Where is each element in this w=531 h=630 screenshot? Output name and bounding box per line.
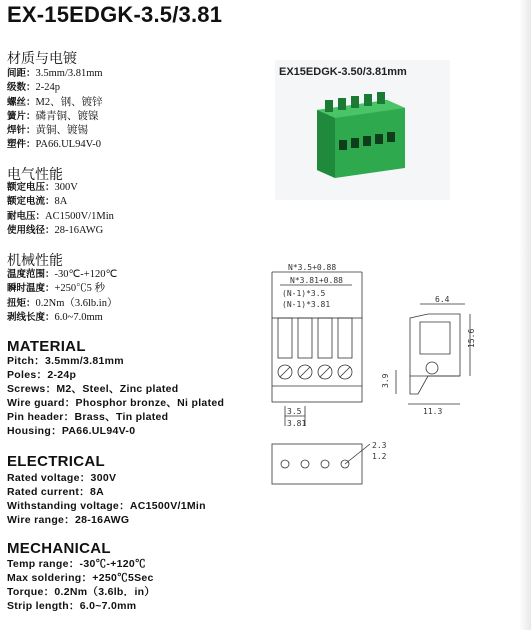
cn-mechanical-heading: 机械性能 bbox=[7, 253, 63, 269]
spec-row: Temp range：-30℃-+120℃ bbox=[7, 558, 146, 570]
cn-electrical-heading: 电气性能 bbox=[7, 167, 63, 183]
en-mechanical-heading: MECHANICAL bbox=[7, 540, 111, 557]
spec-row bbox=[7, 268, 117, 282]
spec-value: 28-16AWG bbox=[54, 224, 104, 236]
spec-row bbox=[7, 210, 114, 224]
page-title: EX-15EDGK-3.5/3.81 bbox=[7, 2, 223, 27]
cn-mechanical-list bbox=[7, 268, 117, 325]
en-material-list bbox=[7, 354, 224, 438]
spec-key: 螺丝： bbox=[7, 96, 36, 108]
spec-row bbox=[7, 96, 103, 110]
cn-material-list bbox=[7, 67, 103, 153]
spec-value: 8A bbox=[54, 196, 68, 208]
spec-row: Housing：PA66.UL94V-0 bbox=[7, 425, 136, 437]
cn-material-heading: 材质与电镀 bbox=[7, 51, 77, 67]
spec-row bbox=[7, 124, 103, 138]
spec-value: +250℃5 秒 bbox=[54, 283, 106, 295]
spec-key: 额定电流： bbox=[7, 196, 55, 208]
spec-row bbox=[7, 311, 117, 325]
dim-pitch2: 3.81 bbox=[287, 419, 307, 428]
spec-row bbox=[7, 195, 114, 209]
spec-row: Wire guard：Phosphor bronze、Ni plated bbox=[7, 397, 225, 409]
dim-side-w: 6.4 bbox=[435, 295, 450, 304]
spec-row: Pin header：Brass、Tin plated bbox=[7, 411, 169, 423]
spec-key: 耐电压： bbox=[7, 210, 46, 222]
spec-key: 间距： bbox=[7, 68, 36, 79]
technical-drawing bbox=[260, 258, 531, 498]
spec-row bbox=[7, 110, 103, 124]
spec-row bbox=[7, 297, 117, 311]
cn-electrical-list bbox=[7, 181, 114, 238]
spec-row bbox=[7, 138, 103, 152]
en-material-heading: MATERIAL bbox=[7, 338, 86, 355]
spec-row: Strip length：6.0~7.0mm bbox=[7, 600, 137, 612]
spec-value: 黄铜、镀锡 bbox=[35, 125, 89, 137]
spec-value: -30℃-+120℃ bbox=[54, 269, 118, 280]
spec-row bbox=[7, 224, 114, 238]
dim-side-h: 15.6 bbox=[467, 328, 476, 348]
spec-row bbox=[7, 181, 114, 195]
spec-key: 焊针： bbox=[7, 125, 36, 137]
spec-row: Wire range：28-16AWG bbox=[7, 514, 130, 526]
dim-top2: N*3.81+0.88 bbox=[290, 276, 343, 285]
spec-value: 300V bbox=[54, 182, 78, 193]
spec-value: AC1500V/1Min bbox=[45, 210, 114, 222]
spec-value: M2、钢、镀锌 bbox=[35, 96, 103, 108]
spec-value: 2-24p bbox=[35, 82, 61, 94]
dim-side-l: 3.9 bbox=[381, 373, 390, 388]
dim-n1: (N-1)*3.5 bbox=[282, 289, 326, 298]
spec-value: 6.0~7.0mm bbox=[54, 311, 103, 323]
dim-pitch1: 3.5 bbox=[287, 407, 302, 416]
spec-key: 剥线长度： bbox=[7, 311, 55, 323]
dim-hole1: 2.3 bbox=[372, 441, 387, 450]
spec-value: 3.5mm/3.81mm bbox=[35, 68, 103, 79]
product-photo bbox=[275, 60, 450, 200]
spec-key: 扭矩： bbox=[7, 297, 36, 309]
spec-row bbox=[7, 67, 103, 81]
spec-row: Rated voltage：300V bbox=[7, 472, 117, 484]
spec-row: Torque：0.2Nm（3.6lb．in） bbox=[7, 586, 156, 598]
dim-side-b: 11.3 bbox=[423, 407, 443, 416]
en-electrical-heading: ELECTRICAL bbox=[7, 453, 105, 470]
spec-row: Withstanding voltage：AC1500V/1Min bbox=[7, 500, 206, 512]
page-edge bbox=[519, 0, 531, 630]
spec-value: 磷青铜、镀镍 bbox=[35, 110, 99, 122]
en-mechanical-list bbox=[7, 557, 155, 613]
dim-hole2: 1.2 bbox=[372, 452, 387, 461]
en-electrical-list bbox=[7, 471, 206, 527]
spec-key: 瞬时温度： bbox=[7, 283, 55, 295]
spec-row: Rated current：8A bbox=[7, 486, 104, 498]
spec-row bbox=[7, 282, 117, 296]
spec-row: Screws：M2、Steel、Zinc plated bbox=[7, 383, 179, 395]
spec-key: 塑件： bbox=[7, 139, 36, 151]
spec-row: Pitch：3.5mm/3.81mm bbox=[7, 355, 124, 367]
spec-row: Poles：2-24p bbox=[7, 369, 77, 381]
spec-row: Max soldering：+250℃5Sec bbox=[7, 572, 154, 584]
spec-value: PA66.UL94V-0 bbox=[35, 139, 101, 151]
spec-key: 簧片： bbox=[7, 110, 36, 122]
spec-value: 0.2Nm（3.6lb.in） bbox=[35, 297, 118, 309]
product-photo-label: EX15EDGK-3.50/3.81mm bbox=[279, 66, 407, 78]
spec-key: 额定电压： bbox=[7, 182, 55, 193]
spec-key: 使用线径： bbox=[7, 224, 55, 236]
spec-key: 级数： bbox=[7, 82, 36, 94]
dim-top1: N*3.5+0.88 bbox=[288, 263, 337, 272]
dim-n2: (N-1)*3.81 bbox=[282, 300, 331, 309]
spec-key: 温度范围： bbox=[7, 269, 55, 280]
spec-row bbox=[7, 81, 103, 95]
